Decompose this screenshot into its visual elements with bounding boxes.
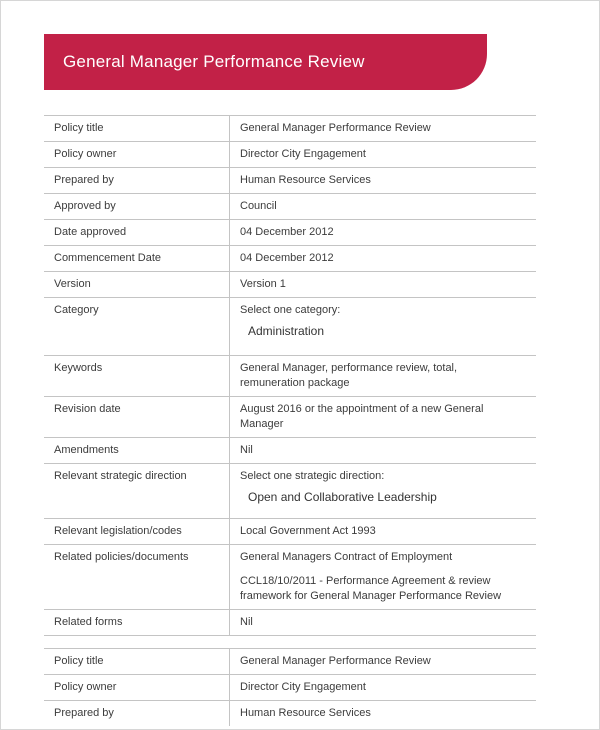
row-label: Prepared by: [54, 707, 114, 719]
row-label: Policy owner: [54, 681, 117, 693]
table-row: [44, 194, 536, 220]
selected-category: Administration: [248, 324, 325, 338]
row-value: 04 December 2012: [229, 220, 536, 245]
table-row: [44, 356, 536, 397]
row-value: Director City Engagement: [229, 142, 536, 167]
table-row: [44, 246, 536, 272]
row-label: Prepared by: [54, 174, 114, 186]
row-value: [229, 298, 536, 355]
row-label: Category: [54, 304, 99, 316]
table-row: [44, 701, 536, 726]
related-policy-item: CCL18/10/2011 - Performance Agreement & review framework for General Manager Performance Review: [240, 575, 502, 602]
row-label: Commencement Date: [54, 252, 161, 264]
row-value: Nil: [229, 438, 536, 463]
select-prompt: Select one strategic direction:: [240, 470, 385, 482]
table-row: [44, 220, 536, 246]
row-value: Version 1: [229, 272, 536, 297]
table-row: [44, 675, 536, 701]
row-label: Policy title: [54, 655, 104, 667]
row-value: Nil: [229, 610, 536, 635]
row-label: Policy title: [54, 122, 104, 134]
table-row: [44, 438, 536, 464]
row-label: Policy owner: [54, 148, 117, 160]
table-row: [44, 649, 536, 675]
row-value: [229, 545, 536, 609]
row-value: Local Government Act 1993: [229, 519, 536, 544]
table-row: [44, 272, 536, 298]
related-policy-item: General Managers Contract of Employment: [240, 551, 453, 563]
row-label: Related policies/documents: [54, 551, 189, 563]
row-value: [229, 464, 536, 518]
row-value: August 2016 or the appointment of a new General Manager: [229, 397, 536, 437]
table-row: [44, 519, 536, 545]
row-label: Version: [54, 278, 91, 290]
table-row: [44, 116, 536, 142]
row-label: Relevant strategic direction: [54, 470, 187, 482]
row-label: Revision date: [54, 403, 121, 415]
select-prompt: Select one category:: [240, 304, 341, 316]
policy-tables: [44, 115, 536, 726]
table-row: [44, 397, 536, 438]
row-value: General Manager Performance Review: [229, 116, 536, 141]
table-row: [44, 168, 536, 194]
row-label: Relevant legislation/codes: [54, 525, 182, 537]
row-label: Approved by: [54, 200, 116, 212]
row-value: Director City Engagement: [229, 675, 536, 700]
policy-table-secondary: [44, 648, 536, 726]
row-label: Related forms: [54, 616, 123, 628]
row-label: Amendments: [54, 444, 119, 456]
table-row: [44, 142, 536, 168]
selected-strategic-direction: Open and Collaborative Leadership: [248, 490, 437, 504]
table-row: [44, 610, 536, 636]
row-label: Keywords: [54, 362, 103, 374]
policy-table-primary: [44, 115, 536, 636]
row-value: General Manager, performance review, total, remuneration package: [229, 356, 536, 396]
row-value: Council: [229, 194, 536, 219]
row-label: Date approved: [54, 226, 127, 238]
header-banner: [44, 34, 487, 90]
table-row-related-policies: [44, 545, 536, 610]
row-value: Human Resource Services: [229, 168, 536, 193]
row-value: 04 December 2012: [229, 246, 536, 271]
table-row-strategic-direction: [44, 464, 536, 519]
table-row-category: [44, 298, 536, 356]
row-value: Human Resource Services: [229, 701, 536, 726]
row-value: General Manager Performance Review: [229, 649, 536, 674]
page-title: General Manager Performance Review: [63, 52, 365, 71]
